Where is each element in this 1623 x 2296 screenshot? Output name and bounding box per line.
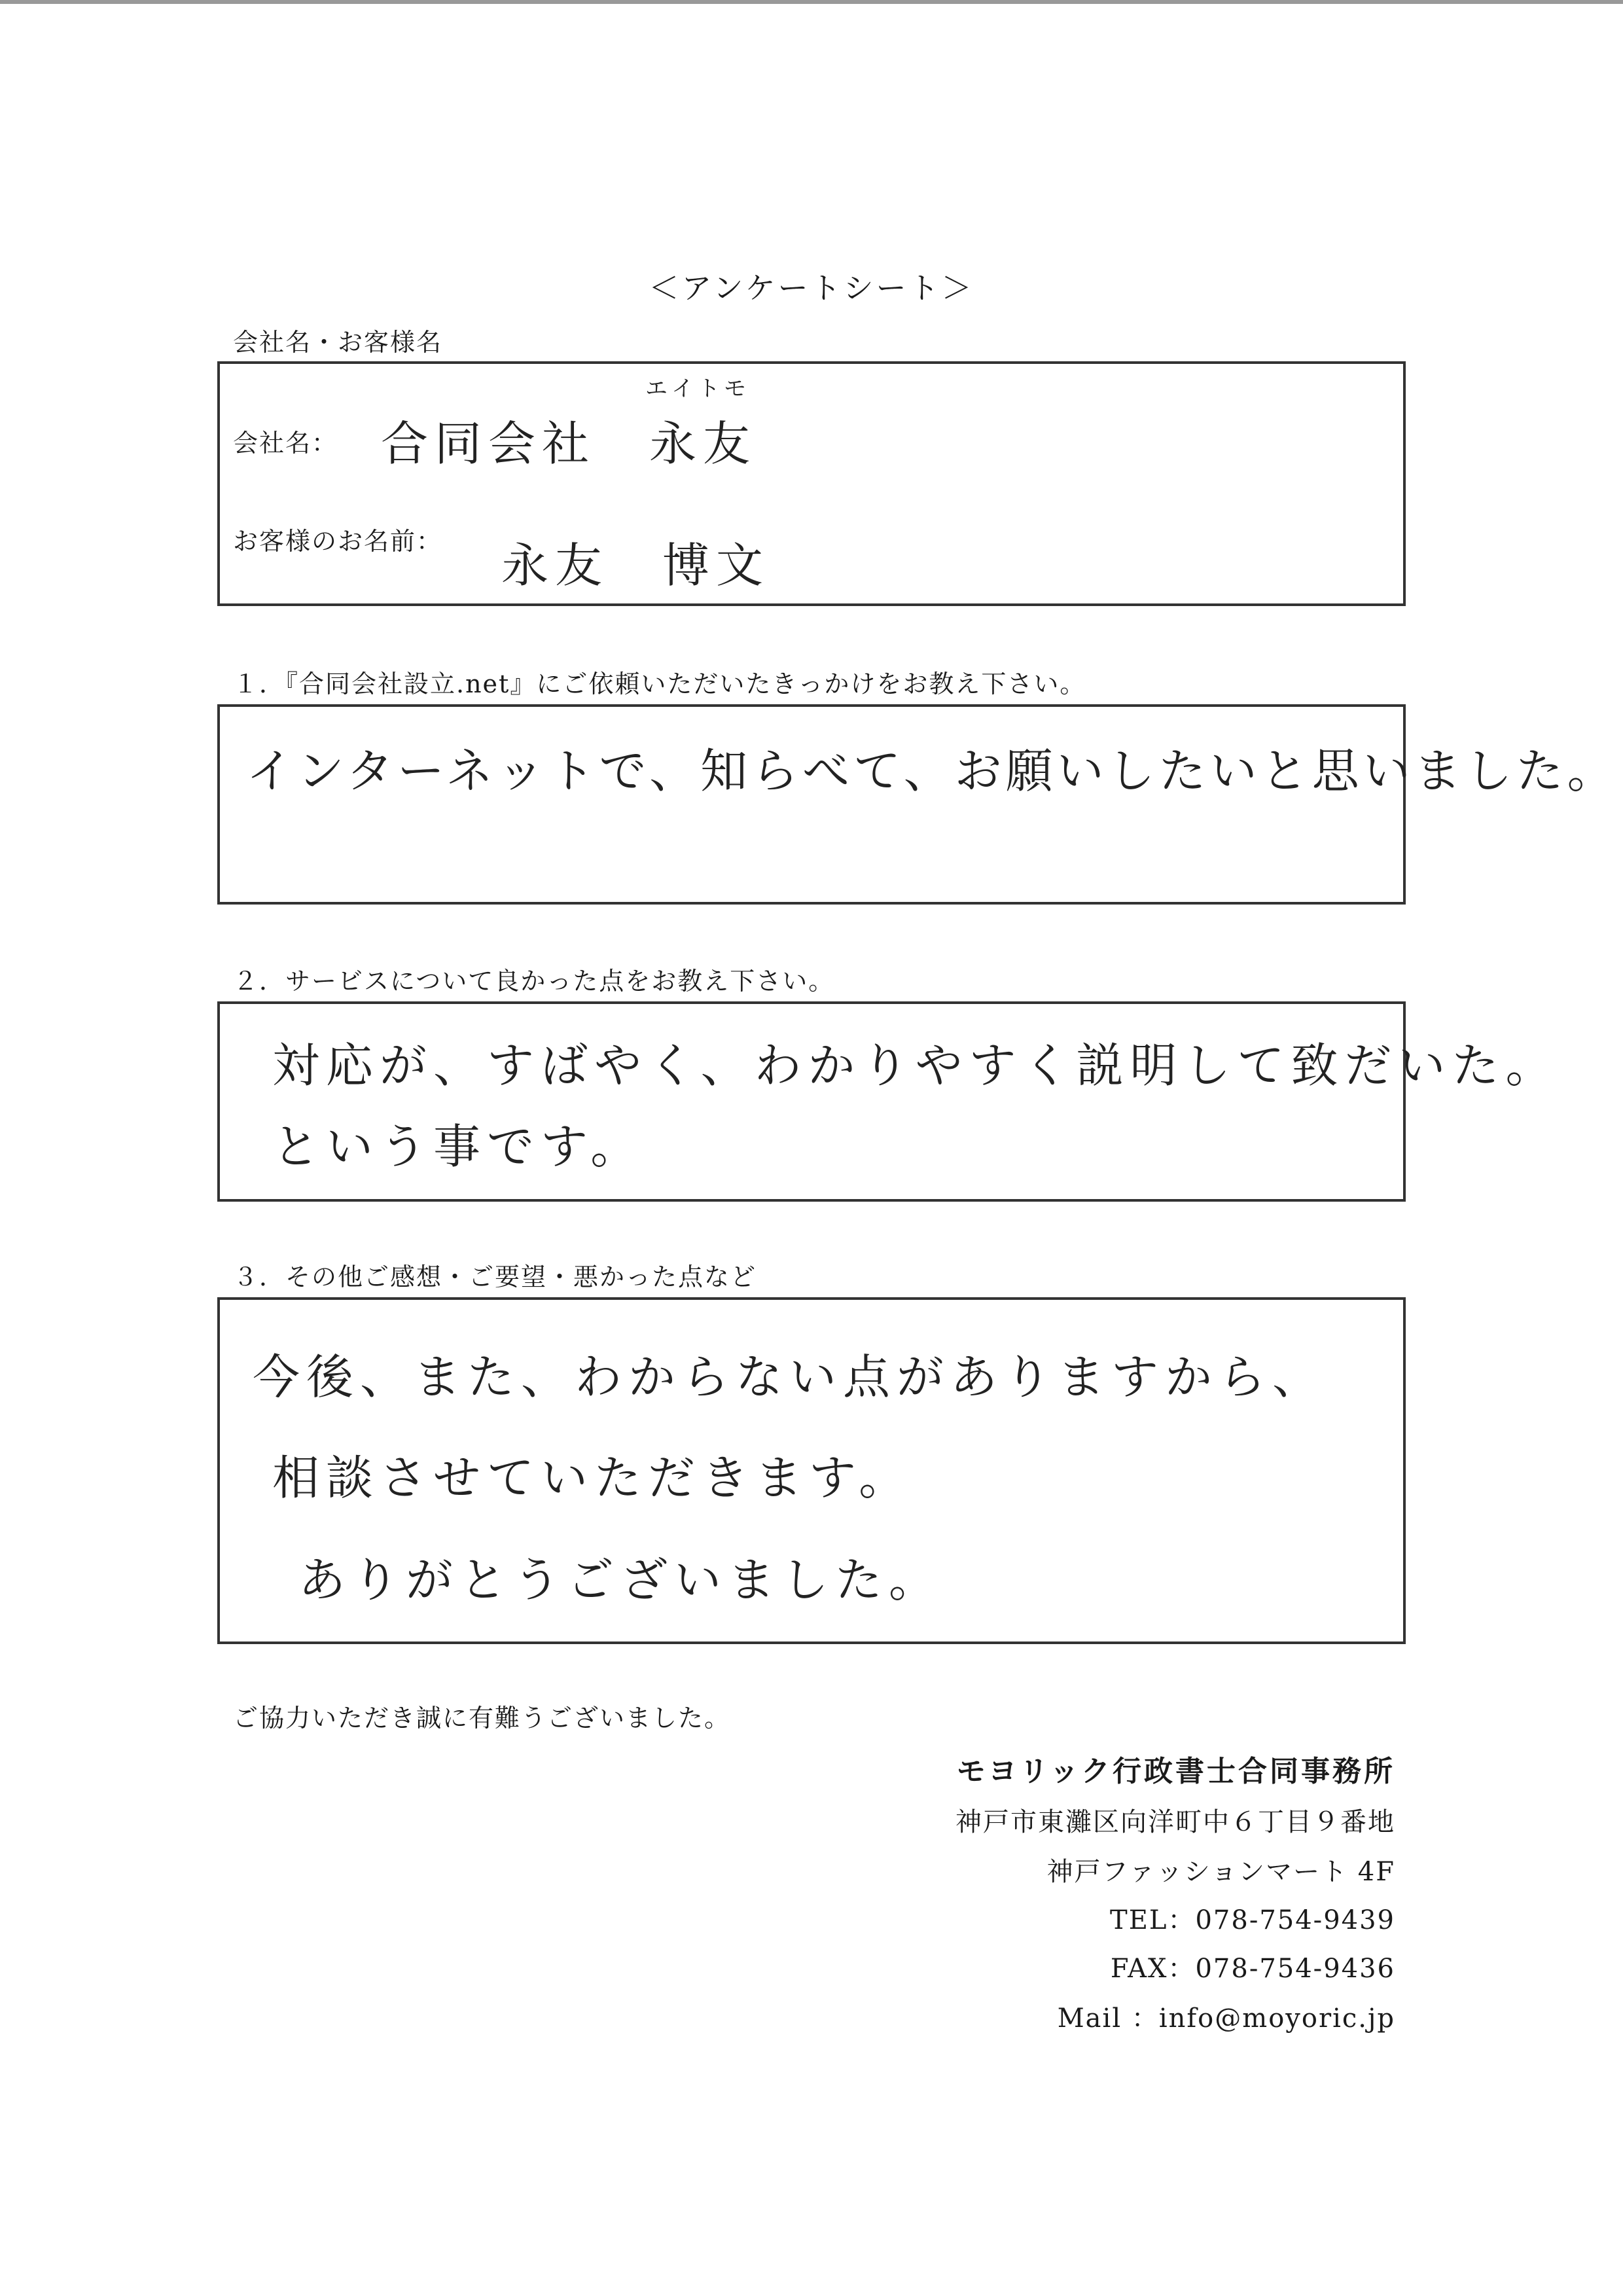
company-value: 合同会社 永友: [381, 416, 757, 471]
q2-answer-box: [217, 1001, 1560, 1202]
office-address-line1: 神戸市東灘区向洋町中６丁目９番地: [955, 1807, 1395, 1837]
sheet-title: ＜アンケートシート＞: [649, 270, 974, 306]
q3-question: ３．その他ご感想・ご要望・悪かった点など: [233, 1263, 757, 1291]
office-mail: Mail ：info@moyoric.jp: [1057, 2003, 1395, 2034]
q1-answer: インターネットで、知らべて、お願いしたいと思いました。: [246, 744, 1618, 798]
office-fax: FAX：078-754-9436: [1110, 1954, 1395, 1984]
customer-name-value: 永友 博文: [501, 538, 770, 593]
q2-question: ２．サービスについて良かった点をお教え下さい。: [233, 967, 835, 996]
customer-name-label: お客様のお名前：: [233, 527, 443, 556]
q3-answer-line-2: 相談させていただきます。: [272, 1450, 913, 1505]
q3-answer-box: [217, 1297, 1406, 1644]
customer-section-label: 会社名・お客様名: [233, 328, 443, 357]
q1-answer-box: [217, 704, 1618, 905]
company-label: 会社名：: [233, 429, 338, 457]
q2-answer-line-1: 対応が、すばやく、わかりやすく説明して致だいた。: [272, 1038, 1560, 1093]
q2-answer-line-2: という事です。: [272, 1119, 645, 1174]
customer-box: [217, 361, 1406, 606]
q3-answer-line-1: 今後、また、わからない点がありますから、: [253, 1350, 1327, 1405]
office-tel: TEL：078-754-9439: [1110, 1905, 1395, 1935]
q3-answer-line-3: ありがとうございました。: [298, 1552, 943, 1607]
q1-question: １．『合同会社設立.net』にご依頼いただいたきっかけをお教え下さい。: [233, 670, 1086, 698]
thanks-message: ご協力いただき誠に有難うございました。: [233, 1704, 731, 1732]
office-name: モヨリック行政書士合同事務所: [956, 1755, 1395, 1788]
office-address-line2: 神戸ファッションマート 4F: [1046, 1857, 1395, 1887]
company-furigana: エイトモ: [645, 376, 750, 402]
scan-edge-line: [0, 0, 1623, 4]
